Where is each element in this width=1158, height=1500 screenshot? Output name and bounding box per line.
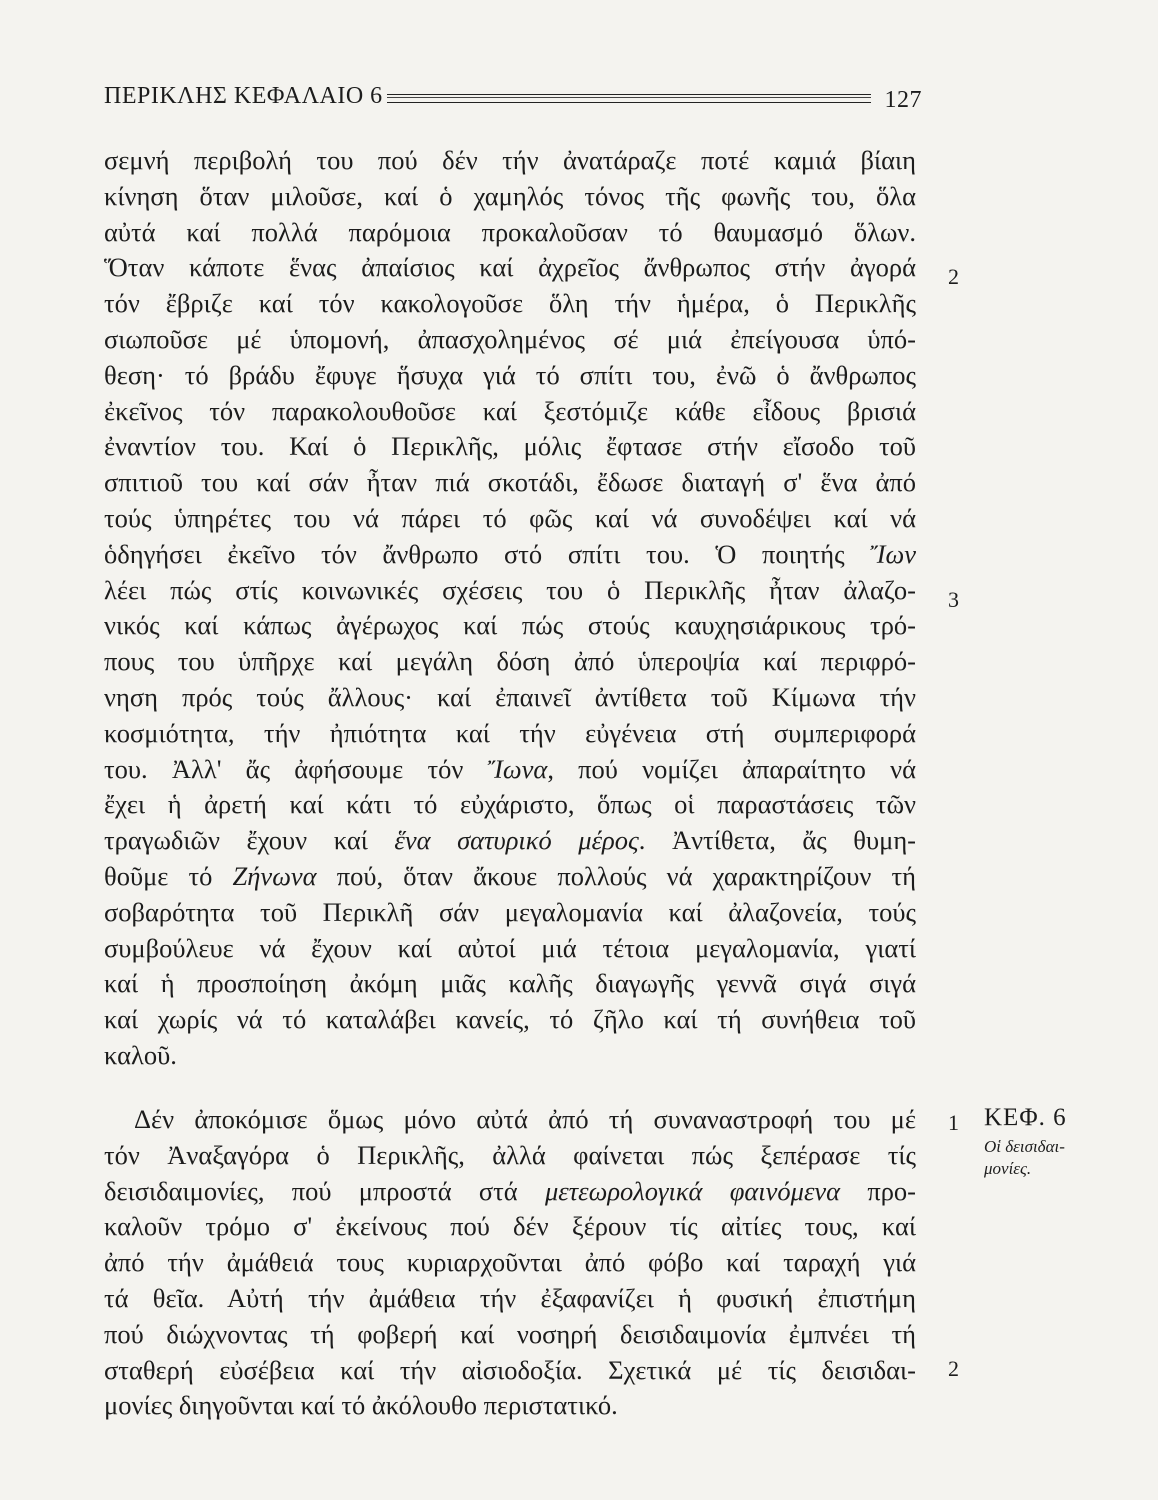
text-line: τά θεῖα. Αὐτή τήν ἀμάθεια τήν ἐξαφανίζει ἡ φυσική ἐπιστήμη [104,1282,916,1313]
text-line: νικός καί κάπως ἀγέρωχος καί πώς στούς καυχησιάρικους τρό- [104,610,916,641]
text-segment: προ- [840,1175,916,1206]
text-line: πού διώχνοντας τή φοβερή καί νοσηρή δεισιδαιμονία ἐμπνέει τή [104,1318,916,1349]
side-note [984,1104,1067,1180]
text-line: σεμνή περιβολή του πού δέν τήν ἀνατάραζε ποτέ καμιά βίαιη [104,145,916,175]
text-line: σταθερή εὐσέβεια καί τήν αἰσιοδοξία. Σχετικά μέ τίς δεισιδαι- [104,1354,916,1385]
text-line: ἔχει ἡ ἀρετή καί κάτι τό εὐχάριστο, ὅπως οἱ παραστάσεις τῶν [104,789,916,820]
text-line: κοσμιότητα, τήν ἠπιότητα καί τήν εὐγένεια στή συμπεριφορά [104,717,916,748]
text-line: αὐτά καί πολλά παρόμοια προκαλοῦσαν τό θαυμασμό ὅλων. [104,216,916,247]
italic-phrase: ἕνα σατυρικό μέρος [394,825,639,856]
text-line: σπιτιοῦ του καί σάν ἦταν πιά σκοτάδι, ἔδωσε διαταγή σ' ἕνα ἀπό [104,467,916,498]
text-line: καλοῦν τρόμο σ' ἐκείνους πού δέν ξέρουν τίς αἰτίες τους, καί [104,1211,916,1242]
margin-number: 2 [948,264,959,289]
text-line: μονίες διηγοῦνται καί τό ἀκόλουθο περιστατικό. [104,1390,618,1421]
text-segment: θοῦμε τό [104,860,213,891]
paragraph-1 [104,143,916,1074]
text-line [104,1174,916,1210]
text-line: καλοῦ. [104,1039,177,1070]
text-line: Ὅταν κάποτε ἕνας ἀπαίσιος καί ἀχρεῖος ἄνθρωπος στήν ἀγορά [104,252,916,283]
text-line [104,859,916,895]
text-line: σοβαρότητα τοῦ Περικλῆ σάν μεγαλομανία καί ἀλαζονεία, τούς [104,896,916,927]
italic-phrase: μετεωρολογικά φαινόμενα [544,1175,841,1206]
italic-name: Ζήνωνα [232,860,317,891]
text-segment: πού, ὅταν ἄκουε πολλούς νά χαρακτηρίζουν τή [316,860,916,891]
text-line [104,823,916,859]
text-line: σιωποῦσε μέ ὑπομονή, ἀπασχολημένος σέ μιά ἐπείγουσα ὑπό- [104,323,916,354]
text-line: τόν Ἀναξαγόρα ὁ Περικλῆς, ἀλλά φαίνεται πώς ξεπέρασε τίς [104,1139,916,1170]
running-head [104,76,922,113]
text-line: θεση· τό βράδυ ἔφυγε ἥσυχα γιά τό σπίτι του, ἐνῶ ὁ ἄνθρωπος [104,359,916,390]
text-line: καί ἡ προσποίηση ἀκόμη μιᾶς καλῆς διαγωγῆς γεννᾶ σιγά σιγά [104,968,916,999]
margin-number: 1 [948,1110,959,1135]
text-segment: του. Ἀλλ' ἄς ἀφήσουμε τόν [104,753,464,784]
text-line: Δέν ἀποκόμισε ὅμως μόνο αὐτά ἀπό τή συναναστροφή του μέ [134,1104,916,1134]
text-line: καί χωρίς νά τό καταλάβει κανείς, τό ζῆλο καί τή συνήθεια τοῦ [104,1004,916,1035]
margin-number: 2 [948,1356,959,1381]
margin-number: 3 [948,587,959,612]
italic-name: Ἴωνα [487,753,548,784]
text-segment: ὁδηγήσει ἐκεῖνο τόν ἄνθρωπο στό σπίτι του. Ὁ ποιητής [104,538,845,569]
header-rule [387,94,871,103]
text-line: πους του ὑπῆρχε καί μεγάλη δόση ἀπό ὑπεροψία καί περιφρό- [104,646,916,677]
text-segment: , πού νομίζει ἀπαραίτητο νά [547,753,916,784]
text-line: νηση πρός τούς ἄλλους· καί ἐπαινεῖ ἀντίθετα τοῦ Κίμωνα τήν [104,681,916,712]
side-note-title: ΚΕΦ. 6 [984,1104,1067,1131]
side-note-subtitle: Οἱ δεισιδαι- [984,1137,1065,1156]
text-line [104,537,916,573]
text-line: λέει πώς στίς κοινωνικές σχέσεις του ὁ Περικλῆς ἦταν ἀλαζο- [104,574,916,605]
text-segment: . Ἀντίθετα, ἄς θυμη- [638,825,916,856]
text-line: ἀπό τήν ἀμάθειά τους κυριαρχοῦνται ἀπό φόβο καί ταραχή γιά [104,1247,916,1278]
text-line: τούς ὑπηρέτες του νά πάρει τό φῶς καί νά συνοδέψει καί νά [104,502,916,533]
text-line: συμβούλευε νά ἔχουν καί αὐτοί μιά τέτοια μεγαλομανία, γιατί [104,932,916,963]
paragraph-2 [104,1102,916,1424]
text-line [104,752,916,788]
chapter-title: ΠΕΡΙΚΛΗΣ ΚΕΦΑΛΑΙΟ 6 [104,83,383,109]
side-note-subtitle: μονίες. [984,1159,1032,1178]
text-segment: τραγωδιῶν ἔχουν καί [104,825,368,856]
text-segment: δεισιδαιμονίες, πού μπροστά στά [104,1175,518,1206]
text-line: κίνηση ὅταν μιλοῦσε, καί ὁ χαμηλός τόνος τῆς φωνῆς του, ὅλα [104,180,916,211]
italic-name: Ἴων [870,538,916,569]
text-line: ἐκεῖνος τόν παρακολουθοῦσε καί ξεστόμιζε κάθε εἶδους βρισιά [104,395,916,426]
page-number: 127 [884,87,922,113]
text-line: τόν ἔβριζε καί τόν κακολογοῦσε ὅλη τήν ἡμέρα, ὁ Περικλῆς [104,288,916,319]
text-line: ἐναντίον του. Καί ὁ Περικλῆς, μόλις ἔφτασε στήν εἴσοδο τοῦ [104,431,916,462]
